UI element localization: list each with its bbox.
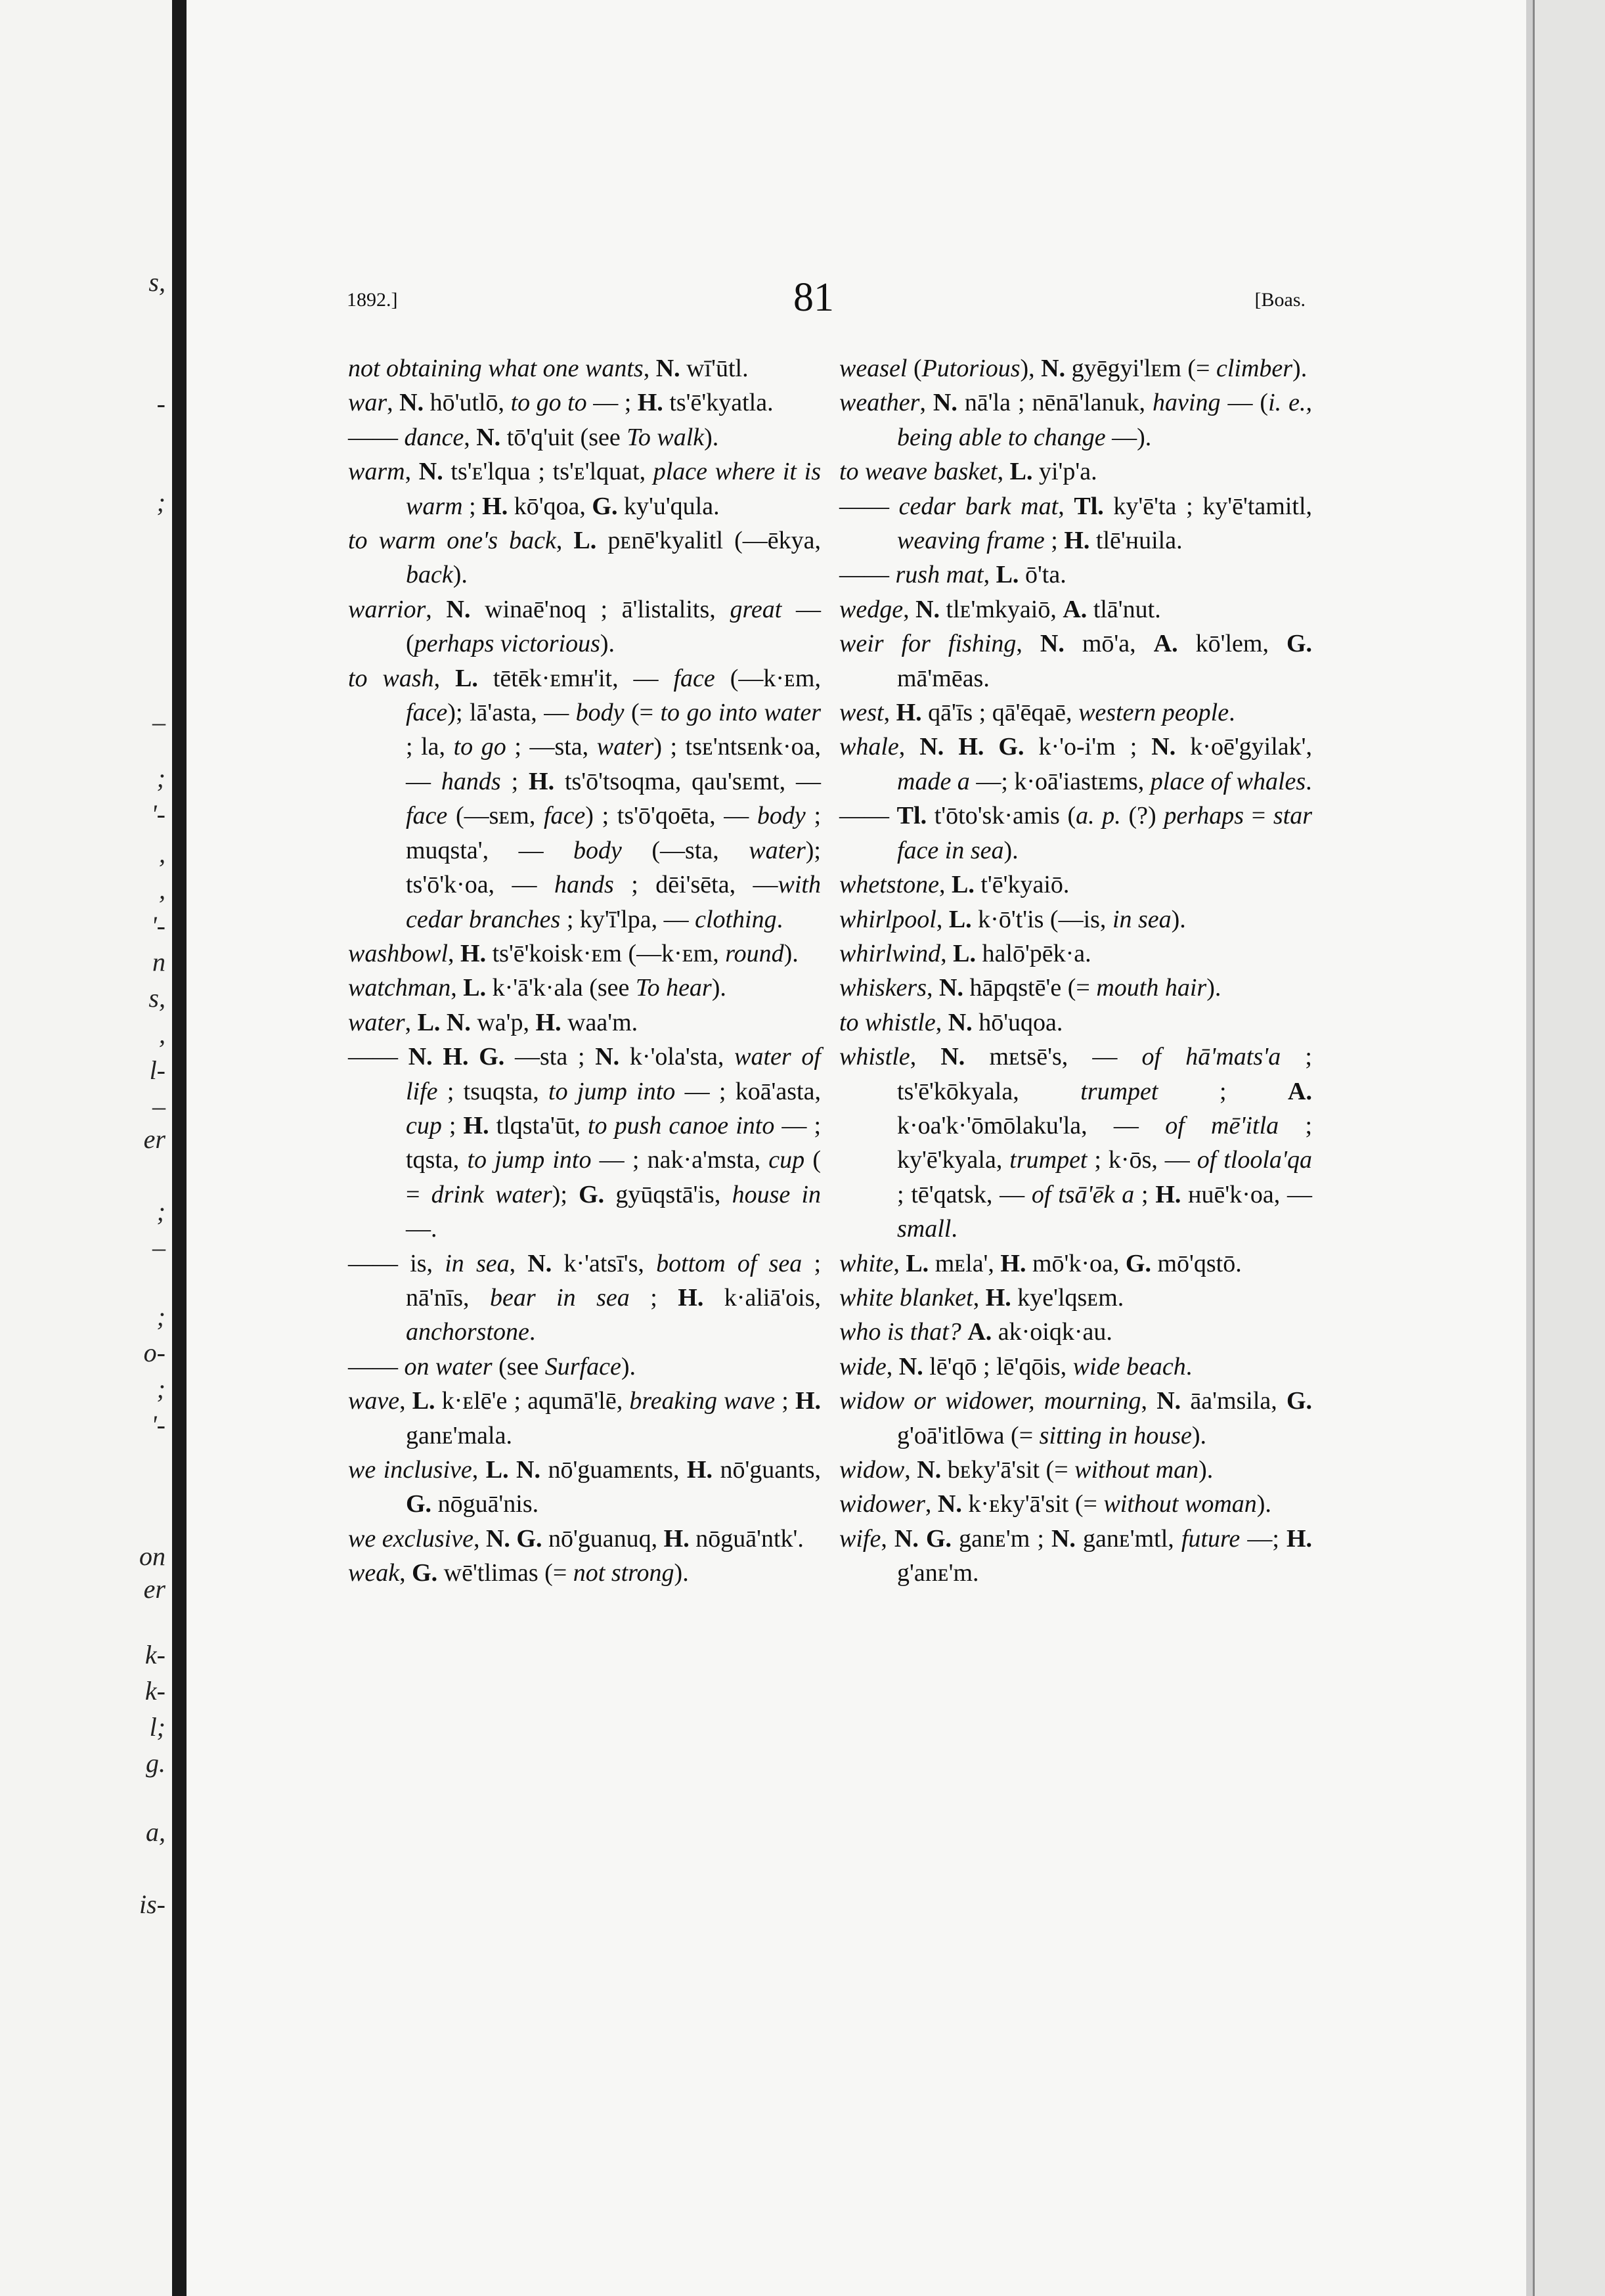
scanner-right-edge [1533, 0, 1605, 2296]
dictionary-entry: white, L. mᴇla', H. mō'k·oa, G. mō'qstō. [839, 1249, 1242, 1277]
previous-page-fragment: - [156, 389, 165, 418]
dictionary-entry: washbowl, H. ts'ē'koisk·ᴇm (—k·ᴇm, round). [348, 939, 799, 967]
dictionary-entry: wave, L. k·ᴇlē'e ; aqumā'lē, breaking wave ; H. ganᴇ'mala. [348, 1387, 822, 1449]
dictionary-entry: widow or widower, mourning, N. āa'msila, G. g'oā'itlōwa (= sitting in house). [839, 1387, 1313, 1449]
previous-page-fragment: ; [156, 1374, 165, 1403]
dictionary-entry: white blanket, H. kye'lqsᴇm. [839, 1283, 1124, 1312]
left-column [348, 351, 821, 1591]
previous-page-fragment: o- [143, 1338, 165, 1367]
dictionary-entry: —— rush mat, L. ō'ta. [839, 561, 1066, 589]
previous-page-fragment: ; [156, 487, 165, 517]
page-header [347, 275, 1306, 334]
previous-page-edge [0, 0, 172, 2296]
previous-page-fragment: '- [151, 911, 165, 940]
page-gutter [172, 0, 187, 2296]
previous-page-fragment: k- [144, 1676, 165, 1706]
previous-page-fragment: n [152, 947, 165, 977]
page-number: 81 [793, 275, 834, 320]
dictionary-entry: weasel (Putorious), N. gyēgyi'lᴇm (= climber). [839, 355, 1308, 382]
previous-page-fragment: '- [151, 1410, 165, 1440]
dictionary-entry: —— on water (see Surface). [348, 1352, 636, 1380]
previous-page-fragment: l- [149, 1055, 165, 1085]
dictionary-entry: warm, N. ts'ᴇ'lqua ; ts'ᴇ'lquat, place where it is warm ; H. kō'qoa, G. ky'u'qula. [348, 458, 821, 520]
dictionary-entry: not obtaining what one wants, N. wī'ūtl. [348, 355, 749, 382]
dictionary-entry: widow, N. bᴇky'ā'sit (= without man). [839, 1456, 1214, 1484]
dictionary-entry: to warm one's back, L. pᴇnē'kyalitl (—ēkya, back). [348, 527, 821, 589]
dictionary-entry: wedge, N. tlᴇ'mkyaiō, A. tlā'nut. [839, 595, 1161, 623]
dictionary-entry: —— is, in sea, N. k·'atsī's, bottom of sea ; nā'nīs, bear in sea ; H. k·aliā'ois, anchorstone. [348, 1249, 821, 1346]
dictionary-entry: we inclusive, L. N. nō'guamᴇnts, H. nō'guants, G. nōguā'nis. [348, 1456, 822, 1518]
previous-page-fragment: er [143, 1124, 165, 1154]
previous-page-fragment: g. [146, 1748, 165, 1778]
dictionary-entry: west, H. qā'īs ; qā'ēqaē, western people. [839, 699, 1235, 727]
dictionary-entry: weak, G. wē'tlimas (= not strong). [348, 1559, 689, 1587]
dictionary-entry: we exclusive, N. G. nō'guanuq, H. nōguā'ntk'. [348, 1524, 804, 1553]
dictionary-entry: whale, N. H. G. k·'o-i'm ; N. k·oē'gyilak', made a —; k·oā'iastᴇms, place of whales. [839, 733, 1312, 795]
right-column [839, 351, 1312, 1591]
previous-page-fragment: – [152, 707, 165, 737]
dictionary-entry: whetstone, L. t'ē'kyaiō. [839, 871, 1070, 899]
header-year: 1892.] [347, 289, 398, 311]
previous-page-fragment: , [159, 875, 165, 904]
previous-page-fragment: ; [156, 1302, 165, 1331]
dictionary-entry: war, N. hō'utlō, to go to — ; H. ts'ē'kyatla. [348, 389, 774, 417]
previous-page-fragment: ; [156, 1197, 165, 1226]
dictionary-entry: wide, N. lē'qō ; lē'qōis, wide beach. [839, 1352, 1193, 1380]
header-author: [Boas. [1254, 289, 1306, 311]
previous-page-fragment: – [152, 1092, 165, 1121]
previous-page-fragment: on [139, 1541, 165, 1571]
previous-page-fragment: er [143, 1574, 165, 1604]
dictionary-entry: —— dance, N. tō'q'uit (see To walk). [348, 423, 719, 451]
previous-page-fragment: s, [148, 983, 165, 1013]
dictionary-entry: —— cedar bark mat, Tl. ky'ē'ta ; ky'ē'tamitl, weaving frame ; H. tlē'ʜuila. [839, 492, 1313, 555]
previous-page-fragment: ; [156, 763, 165, 793]
dictionary-entry: widower, N. k·ᴇky'ā'sit (= without woman). [839, 1490, 1271, 1518]
dictionary-entry: to whistle, N. hō'uqoa. [839, 1008, 1063, 1036]
previous-page-fragment: is- [139, 1889, 165, 1919]
previous-page-fragment: – [152, 1233, 165, 1262]
previous-page-fragment: , [159, 839, 165, 868]
dictionary-entry: —— Tl. t'ōto'sk·amis (a. p. (?) perhaps = star face in sea). [839, 802, 1312, 864]
previous-page-text-fragments [0, 0, 172, 2296]
previous-page-fragment: '- [151, 799, 165, 829]
previous-page-fragment: l; [149, 1712, 165, 1742]
dictionary-entry: weir for fishing, N. mō'a, A. kō'lem, G. mā'mēas. [839, 630, 1313, 692]
dictionary-entry: to weave basket, L. yi'p'a. [839, 458, 1097, 486]
previous-page-fragment: a, [146, 1817, 165, 1847]
previous-page-fragment: , [159, 1019, 165, 1049]
dictionary-entry: whirlpool, L. k·ō't'is (—is, in sea). [839, 905, 1186, 933]
page-edge-shadow [1526, 0, 1533, 2296]
dictionary-entry: watchman, L. k·'ā'k·ala (see To hear). [348, 974, 726, 1002]
dictionary-entry: to wash, L. tētēk·ᴇmʜ'it, — face (—k·ᴇm, face); lā'asta, — body (= to go into water ; la, to go ; —sta, water) ; tsᴇ'ntsᴇnk·oa, — hands ; H. ts'ō'tsoqma, qau'sᴇmt, — face (—sᴇm, face) ; ts'ō'qoēta, — body ; muqsta', — body (—sta, water); ts'ō'k·oa, — hands ; dēi'sēta, —with cedar branches ; ky'ī'lpa, — clothing. [348, 664, 822, 933]
dictionary-entry: who is that? A. ak·oiqk·au. [839, 1318, 1112, 1346]
dictionary-entry: whistle, N. mᴇtsē's, — of hā'mats'a ; ts'ē'kōkyala, trumpet ; A. k·oa'k·'ōmōlaku'la, — of mē'itla ; ky'ē'kyala, trumpet ; k·ōs, — of tloola'qa ; tē'qatsk, — of tsā'ēk a ; H. ʜuē'k·oa, — small. [839, 1043, 1313, 1243]
dictionary-entry: whirlwind, L. halō'pēk·a. [839, 939, 1091, 967]
dictionary-entry: whiskers, N. hāpqstē'e (= mouth hair). [839, 974, 1221, 1002]
previous-page-fragment: k- [144, 1640, 165, 1669]
dictionary-entry: —— N. H. G. —sta ; N. k·'ola'sta, water of life ; tsuqsta, to jump into — ; koā'asta, cup ; H. tlqsta'ūt, to push canoe into — ; tqsta, to jump into — ; nak·a'msta, cup ( = drink water); G. gyūqstā'is, house in —. [348, 1043, 822, 1243]
previous-page-fragment: s, [148, 267, 165, 297]
dictionary-entry: water, L. N. wa'p, H. waa'm. [348, 1008, 638, 1036]
dictionary-entry: warrior, N. winaē'noq ; ā'listalits, great — (perhaps victorious). [348, 595, 821, 658]
dictionary-entry: wife, N. G. ganᴇ'm ; N. ganᴇ'mtl, future —; H. g'anᴇ'm. [839, 1524, 1313, 1587]
dictionary-entry: weather, N. nā'la ; nēnā'lanuk, having — (i. e., being able to change —). [839, 389, 1312, 451]
